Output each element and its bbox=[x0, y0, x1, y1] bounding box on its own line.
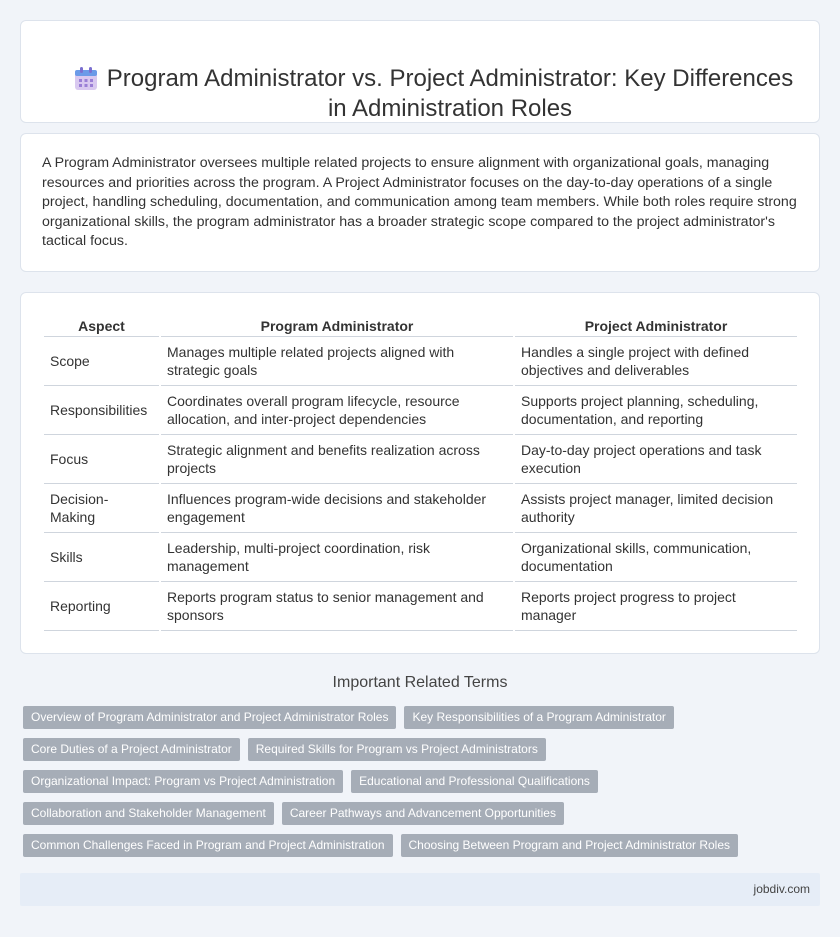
related-terms-title: Important Related Terms bbox=[332, 674, 508, 691]
related-term-tag[interactable]: Career Pathways and Advancement Opportunities bbox=[282, 802, 564, 825]
related-term-tag[interactable]: Common Challenges Faced in Program and Project Administration bbox=[23, 834, 393, 857]
related-term-tag[interactable]: Organizational Impact: Program vs Project Administration bbox=[23, 770, 343, 793]
tag-row bbox=[23, 738, 743, 761]
program-cell: Reports program status to senior management and sponsors bbox=[161, 582, 513, 631]
column-header-project: Project Administrator bbox=[515, 315, 797, 337]
footer bbox=[20, 873, 820, 906]
project-cell: Organizational skills, communication, documentation bbox=[515, 533, 797, 582]
aspect-cell: Reporting bbox=[44, 582, 159, 631]
aspect-cell: Responsibilities bbox=[44, 386, 159, 435]
project-cell: Day-to-day project operations and task execution bbox=[515, 435, 797, 484]
project-cell: Supports project planning, scheduling, documentation, and reporting bbox=[515, 386, 797, 435]
title-card bbox=[20, 20, 820, 123]
related-term-tag[interactable]: Overview of Program Administrator and Project Administrator Roles bbox=[23, 706, 396, 729]
page-title: Program Administrator vs. Project Administrator: Key Differences in Administration Roles bbox=[106, 65, 794, 122]
program-cell: Manages multiple related projects aligned with strategic goals bbox=[161, 337, 513, 386]
project-cell: Assists project manager, limited decision authority bbox=[515, 484, 797, 533]
program-cell: Leadership, multi-project coordination, risk management bbox=[161, 533, 513, 582]
related-term-tag[interactable]: Key Responsibilities of a Program Administrator bbox=[404, 706, 673, 729]
related-term-tag[interactable]: Collaboration and Stakeholder Management bbox=[23, 802, 274, 825]
tag-row bbox=[23, 770, 743, 793]
related-term-tag[interactable]: Choosing Between Program and Project Administrator Roles bbox=[401, 834, 739, 857]
calendar-icon bbox=[73, 66, 99, 92]
table-header-row bbox=[44, 315, 797, 337]
table-row bbox=[44, 533, 797, 582]
project-cell: Reports project progress to project manager bbox=[515, 582, 797, 631]
aspect-cell: Skills bbox=[44, 533, 159, 582]
project-cell: Handles a single project with defined objectives and deliverables bbox=[515, 337, 797, 386]
related-term-tag[interactable]: Core Duties of a Project Administrator bbox=[23, 738, 240, 761]
intro-text: A Program Administrator oversees multiple related projects to ensure alignment with organizational goals, managing resources and priorities across the program. A Project Administrator focuses on the day-to-day operations of a single project, handling scheduling, documentation, and communication among team members. While both roles require strong organizational skills, the program administrator has a broader strategic scope compared to the project administrator's tactical focus. bbox=[42, 155, 797, 250]
aspect-cell: Scope bbox=[44, 337, 159, 386]
column-header-program: Program Administrator bbox=[161, 315, 513, 337]
related-terms-list bbox=[23, 706, 743, 866]
program-cell: Influences program-wide decisions and stakeholder engagement bbox=[161, 484, 513, 533]
aspect-cell: Decision-Making bbox=[44, 484, 159, 533]
tag-row bbox=[23, 802, 743, 825]
related-term-tag[interactable]: Educational and Professional Qualifications bbox=[351, 770, 598, 793]
program-cell: Strategic alignment and benefits realization across projects bbox=[161, 435, 513, 484]
table-row bbox=[44, 386, 797, 435]
tag-row bbox=[23, 834, 743, 857]
comparison-card bbox=[20, 292, 820, 654]
tag-row bbox=[23, 706, 743, 729]
aspect-cell: Focus bbox=[44, 435, 159, 484]
table-row bbox=[44, 337, 797, 386]
footer-site-link[interactable]: jobdiv.com bbox=[753, 882, 810, 896]
related-term-tag[interactable]: Required Skills for Program vs Project Administrators bbox=[248, 738, 546, 761]
column-header-aspect: Aspect bbox=[44, 315, 159, 337]
table-row bbox=[44, 435, 797, 484]
comparison-table bbox=[42, 315, 799, 631]
table-row bbox=[44, 582, 797, 631]
program-cell: Coordinates overall program lifecycle, resource allocation, and inter-project dependencies bbox=[161, 386, 513, 435]
intro-card bbox=[20, 133, 820, 272]
table-row bbox=[44, 484, 797, 533]
